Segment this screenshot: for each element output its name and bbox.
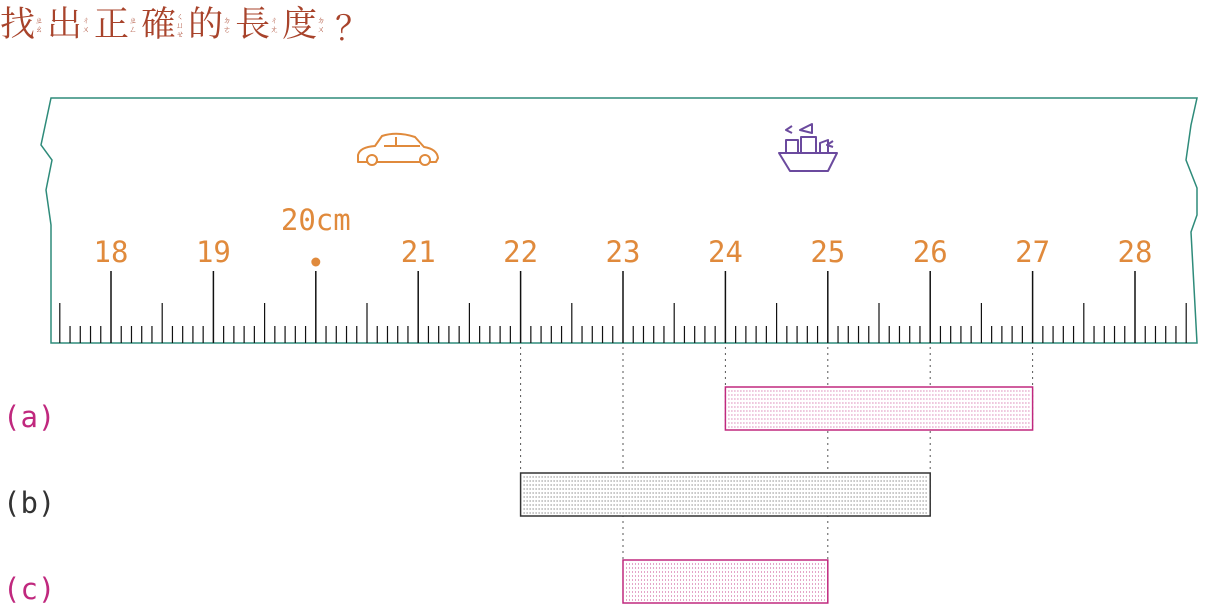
title-char: 確 xyxy=(141,5,176,45)
zhuyin: ㄑ ㄩ ㄝ xyxy=(176,11,185,39)
zhuyin: ㄓ ㄠ xyxy=(35,16,44,34)
ruler-number: 21 xyxy=(400,235,436,269)
option-label-b: (b) xyxy=(3,486,56,520)
ruler-number: 19 xyxy=(195,235,231,269)
zhuyin: ㄔ ㄨ xyxy=(82,16,91,34)
title-char: 找 xyxy=(0,5,35,45)
question-mark: ？ xyxy=(335,8,370,49)
ruler-number: 23 xyxy=(605,235,641,269)
ruler-number: 25 xyxy=(810,235,846,269)
zhuyin: ㄉ ㄜ xyxy=(223,16,232,34)
bar-outline xyxy=(521,473,931,516)
option-label-c: (c) xyxy=(3,572,56,606)
ruler-number: 24 xyxy=(707,235,743,269)
option-bar-c xyxy=(623,560,828,603)
title-char: 正 xyxy=(94,5,129,45)
ruler-number: 22 xyxy=(503,235,539,269)
zhuyin: ㄓ ㄥ xyxy=(129,16,138,34)
title-char: 長 xyxy=(235,5,270,45)
ruler-number: 28 xyxy=(1117,235,1153,269)
ruler-number: 18 xyxy=(93,235,129,269)
bar-outline xyxy=(623,560,828,603)
unit-marker-dot xyxy=(311,258,320,267)
ruler-number: 26 xyxy=(912,235,948,269)
title-char: 的 xyxy=(188,5,223,45)
title-char: 出 xyxy=(47,5,82,45)
ruler-body xyxy=(41,98,1197,343)
zhuyin: ㄔ ㄤ xyxy=(270,16,279,34)
ruler-number: 27 xyxy=(1015,235,1051,269)
option-bar-a xyxy=(725,387,1032,430)
option-bar-b xyxy=(521,473,931,516)
option-bars xyxy=(521,387,1033,603)
bar-outline xyxy=(725,387,1032,430)
option-label-a: (a) xyxy=(3,400,56,434)
zhuyin: ㄉ ㄨ xyxy=(317,16,326,34)
title-char: 度 xyxy=(282,5,317,45)
unit-label-20cm: 20cm xyxy=(280,203,351,237)
